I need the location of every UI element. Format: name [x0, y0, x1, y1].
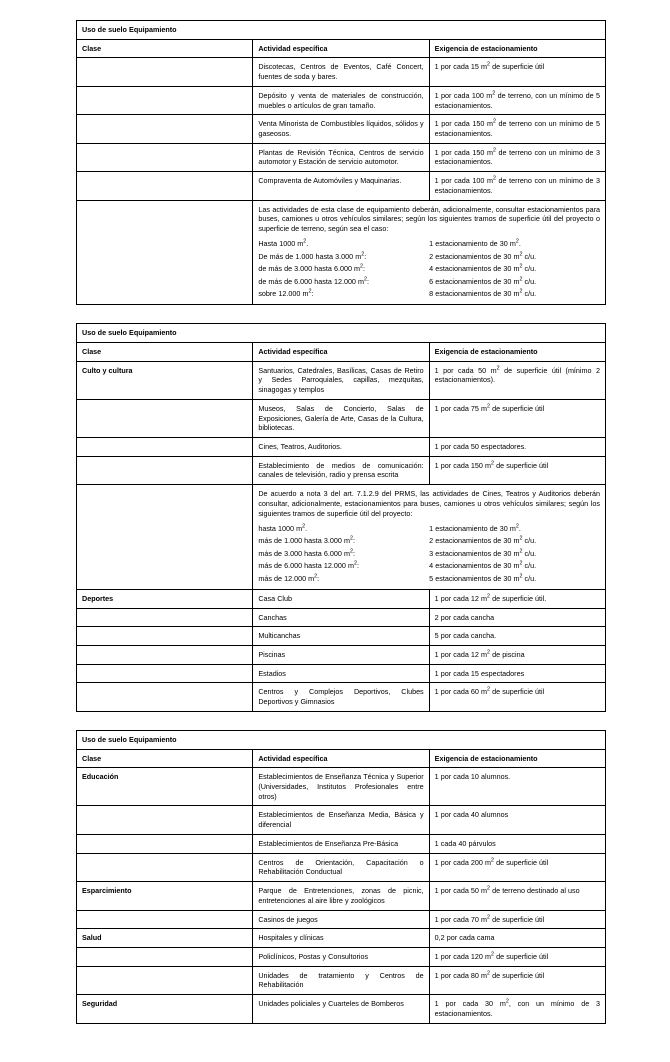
table-header-row [77, 749, 606, 768]
cell-exigencia: 1 por cada 70 $m^2$ de superficie útil [429, 910, 605, 929]
note-item [258, 238, 600, 251]
cell-actividad: Santuarios, Catedrales, Basílicas, Casas de Retiro y Sedes Parroquiales, capillas, mezquitas, sinagogas y templos [253, 361, 429, 399]
note-item-tramo: sobre 12.000 $m^2$: [258, 288, 314, 299]
cell-exigencia: 1 por cada 200 $m^2$ de superficie útil [429, 853, 605, 881]
cell-clase [77, 806, 253, 834]
cell-clase: Culto y cultura [77, 361, 253, 399]
header-exigencia: Exigencia de estacionamiento [429, 39, 605, 58]
cell-actividad: Policlínicos, Postas y Consultorios [253, 947, 429, 966]
cell-exigencia: 1 por cada 50 $m^2$ de superficie útil (mínimo 2 estacionamientos). [429, 361, 605, 399]
cell-clase: Deportes [77, 589, 253, 608]
cell-clase-empty [77, 485, 253, 590]
table-equipamiento-1 [76, 20, 606, 305]
cell-clase [77, 172, 253, 200]
table-row [77, 627, 606, 646]
table-note-row [77, 485, 606, 590]
table-row [77, 929, 606, 948]
cell-exigencia: 0,2 por cada cama [429, 929, 605, 948]
table-title: Uso de suelo Equipamiento [77, 324, 606, 343]
note-item-exigencia: 1 estacionamiento de 30 $m^2$. [429, 523, 521, 533]
cell-clase [77, 683, 253, 711]
cell-actividad: Parque de Entretenciones, zonas de picnic, entretenciones al aire libre y zoológicos [253, 882, 429, 910]
cell-clase [77, 910, 253, 929]
note-cell [253, 485, 606, 590]
cell-exigencia: 1 por cada 15 espectadores [429, 664, 605, 683]
note-items [258, 522, 600, 585]
note-item [258, 250, 600, 263]
note-item-exigencia: 2 estacionamientos de 30 $m^2$ c/u. [429, 535, 537, 546]
note-item-tramo: De más de 1.000 hasta 3.000 $m^2$: [258, 251, 367, 261]
note-text: De acuerdo a nota 3 del art. 7.1.2.9 del PRMS, las actividades de Cines, Teatros y Auditorios deberán consultar, adicionalmente, estacionamientos para buses, camiones u otros vehículos similares; según los siguientes tramos de superficie útil del proyecto: [258, 489, 600, 518]
cell-clase [77, 456, 253, 484]
note-item [258, 522, 600, 535]
cell-actividad: Hospitales y clínicas [253, 929, 429, 948]
cell-exigencia: 1 por cada 12 $m^2$ de superficie útil. [429, 589, 605, 608]
note-item-exigencia: 8 estacionamientos de 30 $m^2$ c/u. [429, 288, 537, 299]
cell-actividad: Establecimientos de Enseñanza Técnica y Superior (Universidades, Institutos Profesionales entre otros) [253, 768, 429, 806]
cell-actividad: Discotecas, Centros de Eventos, Café Concert, fuentes de soda y bares. [253, 58, 429, 86]
cell-actividad: Casinos de juegos [253, 910, 429, 929]
table-row [77, 399, 606, 437]
cell-exigencia: 1 por cada 150 $m^2$ de superficie útil [429, 456, 605, 484]
note-items [258, 238, 600, 301]
table-header-row [77, 39, 606, 58]
note-item-tramo: de más de 3.000 hasta 6.000 $m^2$: [258, 263, 366, 274]
cell-actividad: Estadios [253, 664, 429, 683]
cell-exigencia: 1 por cada 75 $m^2$ de superficie útil [429, 399, 605, 437]
cell-actividad: Centros de Orientación, Capacitación o Rehabilitación Conductual [253, 853, 429, 881]
note-item-exigencia: 5 estacionamientos de 30 $m^2$ c/u. [429, 573, 537, 583]
note-item-exigencia: 1 estacionamiento de 30 $m^2$. [429, 238, 521, 249]
header-clase: Clase [77, 39, 253, 58]
cell-exigencia: 5 por cada cancha. [429, 627, 605, 646]
cell-clase [77, 646, 253, 665]
table-title: Uso de suelo Equipamiento [77, 21, 606, 40]
table-equipamiento-3 [76, 730, 606, 1024]
table-note-row [77, 200, 606, 305]
note-item [258, 275, 600, 288]
cell-clase [77, 947, 253, 966]
table-title-row [77, 730, 606, 749]
cell-actividad: Unidades de tratamiento y Centros de Rehabilitación [253, 966, 429, 994]
cell-clase [77, 438, 253, 457]
cell-clase [77, 399, 253, 437]
header-clase: Clase [77, 343, 253, 362]
cell-actividad: Canchas [253, 608, 429, 627]
cell-exigencia: 1 por cada 15 $m^2$ de superficie útil [429, 58, 605, 86]
cell-actividad: Establecimiento de medios de comunicación: canales de televisión, radio y prensa escrita [253, 456, 429, 484]
table-row [77, 143, 606, 171]
table-row [77, 646, 606, 665]
note-item-exigencia: 4 estacionamientos de 30 $m^2$ c/u. [429, 560, 537, 571]
cell-clase-empty [77, 200, 253, 305]
table-row [77, 910, 606, 929]
table-row [77, 947, 606, 966]
cell-exigencia: 1 por cada 50 $m^2$ de terreno destinado al uso [429, 882, 605, 910]
note-item-exigencia: 6 estacionamientos de 30 $m^2$ c/u. [429, 276, 537, 286]
table-row [77, 768, 606, 806]
note-item-tramo: más de 12.000 $m^2$: [258, 573, 320, 583]
cell-actividad: Piscinas [253, 646, 429, 665]
note-cell [253, 200, 606, 305]
cell-clase [77, 853, 253, 881]
table-row [77, 664, 606, 683]
cell-exigencia: 1 por cada 120 $m^2$ de superficie útil [429, 947, 605, 966]
table-row [77, 172, 606, 200]
table-row [77, 683, 606, 711]
header-actividad: Actividad específica [253, 749, 429, 768]
header-exigencia: Exigencia de estacionamiento [429, 749, 605, 768]
cell-actividad: Casa Club [253, 589, 429, 608]
table-row [77, 834, 606, 853]
cell-clase [77, 834, 253, 853]
table-row [77, 966, 606, 994]
cell-actividad: Venta Minorista de Combustibles líquidos, sólidos y gaseosos. [253, 115, 429, 143]
table-title-row [77, 324, 606, 343]
table-row [77, 853, 606, 881]
note-item-exigencia: 4 estacionamientos de 30 $m^2$ c/u. [429, 263, 537, 274]
table-row [77, 361, 606, 399]
cell-actividad: Compraventa de Automóviles y Maquinarias. [253, 172, 429, 200]
cell-exigencia: 2 por cada cancha [429, 608, 605, 627]
cell-clase [77, 627, 253, 646]
note-item-tramo: más de 3.000 hasta 6.000 $m^2$: [258, 548, 355, 558]
note-text: Las actividades de esta clase de equipamiento deberán, adicionalmente, consultar estacionamientos para buses, camiones u otros vehículos similares; según los siguientes tramos de superficie útil del proyecto o superficie de terreno, según sea el caso: [258, 204, 600, 234]
header-actividad: Actividad específica [253, 343, 429, 362]
cell-actividad: Plantas de Revisión Técnica, Centros de servicio automotor y Estación de servicio automotor. [253, 143, 429, 171]
table-title-row [77, 21, 606, 40]
cell-clase [77, 966, 253, 994]
note-item-tramo: Hasta 1000 $m^2$. [258, 238, 309, 249]
note-item-tramo: más de 6.000 hasta 12.000 $m^2$: [258, 560, 359, 571]
cell-clase: Salud [77, 929, 253, 948]
cell-actividad: Cines, Teatros, Auditorios. [253, 438, 429, 457]
header-actividad: Actividad específica [253, 39, 429, 58]
table-row [77, 86, 606, 114]
note-item [258, 263, 600, 276]
cell-actividad: Museos, Salas de Concierto, Salas de Exposiciones, Galería de Arte, Casas de la Cultura, bibliotecas. [253, 399, 429, 437]
cell-clase [77, 58, 253, 86]
table-row [77, 58, 606, 86]
table-header-row [77, 343, 606, 362]
cell-exigencia: 1 por cada 60 $m^2$ de superficie útil [429, 683, 605, 711]
note-item-exigencia: 3 estacionamientos de 30 $m^2$ c/u. [429, 548, 537, 558]
cell-clase: Esparcimiento [77, 882, 253, 910]
cell-actividad: Depósito y venta de materiales de construcción, muebles o artículos de gran tamaño. [253, 86, 429, 114]
note-item [258, 560, 600, 573]
cell-exigencia: 1 por cada 12 $m^2$ de piscina [429, 646, 605, 665]
cell-clase [77, 115, 253, 143]
table-row [77, 995, 606, 1023]
table-equipamiento-2 [76, 323, 606, 712]
note-item [258, 547, 600, 560]
note-item-tramo: de más de 6.000 hasta 12.000 $m^2$: [258, 276, 370, 286]
cell-exigencia: 1 por cada 150 $m^2$ de terreno con un mínimo de 3 estacionamientos. [429, 143, 605, 171]
note-item [258, 572, 600, 585]
table-row [77, 115, 606, 143]
cell-actividad: Centros y Complejos Deportivos, Clubes Deportivos y Gimnasios [253, 683, 429, 711]
table-title: Uso de suelo Equipamiento [77, 730, 606, 749]
table-row [77, 589, 606, 608]
cell-exigencia: 1 por cada 100 $m^2$ de terreno con un mínimo de 3 estacionamientos. [429, 172, 605, 200]
cell-clase [77, 664, 253, 683]
note-item-tramo: hasta 1000 $m^2$. [258, 523, 308, 533]
cell-exigencia: 1 por cada 150 $m^2$ de terreno con un mínimo de 5 estacionamientos. [429, 115, 605, 143]
cell-actividad: Unidades policiales y Cuarteles de Bomberos [253, 995, 429, 1023]
table-row [77, 608, 606, 627]
note-item-tramo: más de 1.000 hasta 3.000 $m^2$: [258, 535, 355, 546]
table-row [77, 806, 606, 834]
cell-actividad: Establecimientos de Enseñanza Media, Básica y diferencial [253, 806, 429, 834]
table-row [77, 438, 606, 457]
cell-clase: Educación [77, 768, 253, 806]
table-row [77, 882, 606, 910]
cell-exigencia: 1 por cada 30 $m^2$, con un mínimo de 3 estacionamientos. [429, 995, 605, 1023]
cell-exigencia: 1 por cada 100 $m^2$ de terreno, con un mínimo de 5 estacionamientos. [429, 86, 605, 114]
note-item [258, 288, 600, 301]
cell-exigencia: 1 por cada 40 alumnos [429, 806, 605, 834]
cell-actividad: Multicanchas [253, 627, 429, 646]
cell-exigencia: 1 por cada 80 $m^2$ de superficie útil [429, 966, 605, 994]
note-item-exigencia: 2 estacionamientos de 30 $m^2$ c/u. [429, 251, 537, 261]
note-item [258, 535, 600, 548]
header-exigencia: Exigencia de estacionamiento [429, 343, 605, 362]
cell-clase [77, 143, 253, 171]
header-clase: Clase [77, 749, 253, 768]
cell-actividad: Establecimientos de Enseñanza Pre-Básica [253, 834, 429, 853]
cell-clase [77, 86, 253, 114]
cell-clase [77, 608, 253, 627]
table-row [77, 456, 606, 484]
cell-exigencia: 1 por cada 10 alumnos. [429, 768, 605, 806]
cell-clase: Seguridad [77, 995, 253, 1023]
cell-exigencia: 1 cada 40 párvulos [429, 834, 605, 853]
cell-exigencia: 1 por cada 50 espectadores. [429, 438, 605, 457]
